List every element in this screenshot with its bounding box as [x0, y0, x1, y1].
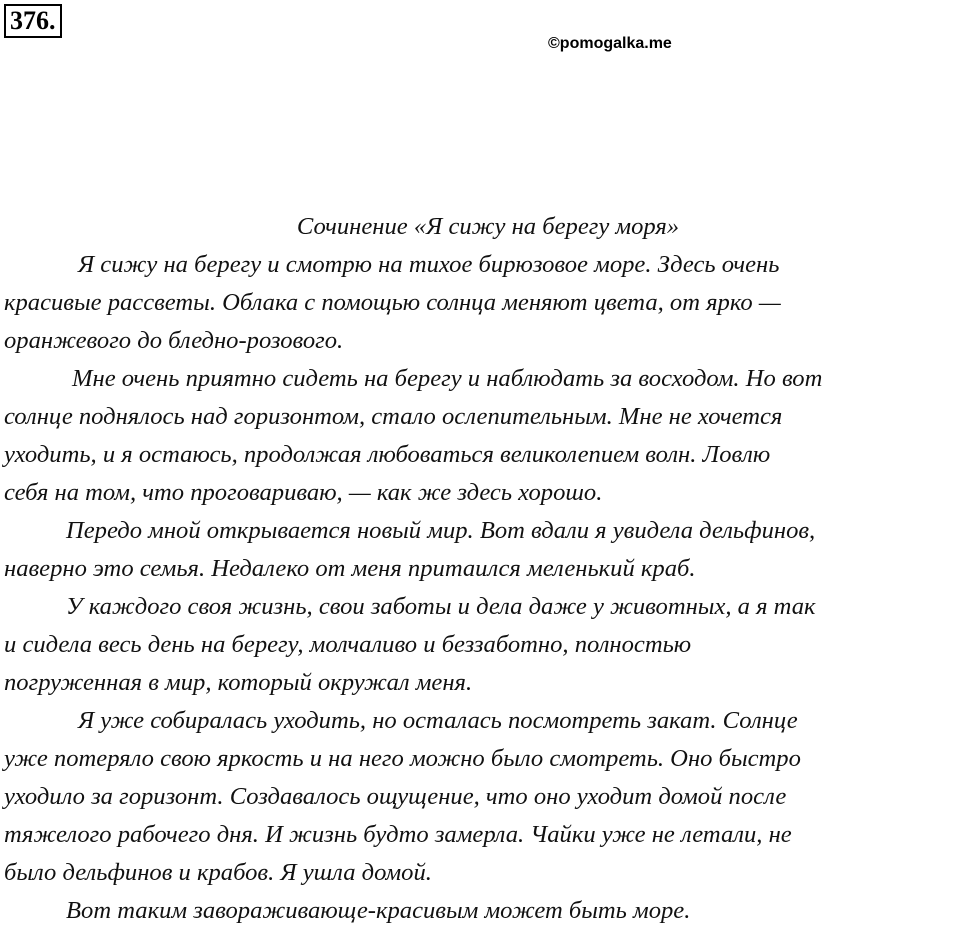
watermark: ©pomogalka.me	[548, 35, 672, 52]
essay	[4, 208, 958, 930]
essay-line: оранжевого до бледно-розового.	[4, 327, 344, 354]
essay-line: У каждого своя жизнь, свои заботы и дела даже у животных, а я так	[66, 593, 816, 620]
essay-line: красивые рассветы. Облака с помощью солнца меняют цвета, от ярко —	[4, 289, 781, 316]
essay-line: уже потеряло свою яркость и на него можно было смотреть. Оно быстро	[4, 745, 801, 772]
essay-line: и сидела весь день на берегу, молчаливо и беззаботно, полностью	[4, 631, 692, 658]
essay-line: солнце поднялось над горизонтом, стало ослепительным. Мне не хочется	[4, 403, 783, 430]
essay-line: наверно это семья. Недалеко от меня притаился меленький краб.	[4, 555, 696, 582]
essay-line: уходило за горизонт. Создавалось ощущение, что оно уходит домой после	[4, 783, 787, 810]
essay-line: Передо мной открывается новый мир. Вот вдали я увидела дельфинов,	[66, 517, 816, 544]
essay-line: себя на том, что проговариваю, — как же здесь хорошо.	[4, 479, 603, 506]
essay-line: Я сижу на берегу и смотрю на тихое бирюзовое море. Здесь очень	[78, 251, 780, 278]
task-number: 376.	[4, 4, 62, 38]
essay-title: Сочинение «Я сижу на берегу моря»	[296, 213, 680, 240]
essay-line: Вот таким завораживающе-красивым может быть море.	[66, 897, 691, 924]
essay-line: было дельфинов и крабов. Я ушла домой.	[4, 859, 432, 886]
essay-line: Я уже собиралась уходить, но осталась посмотреть закат. Солнце	[78, 707, 798, 734]
essay-line: погруженная в мир, который окружал меня.	[4, 669, 473, 696]
essay-line: уходить, и я остаюсь, продолжая любоваться великолепием волн. Ловлю	[4, 441, 771, 468]
essay-line: тяжелого рабочего дня. И жизнь будто замерла. Чайки уже не летали, не	[4, 821, 792, 848]
essay-line: Мне очень приятно сидеть на берегу и наблюдать за восходом. Но вот	[72, 365, 823, 392]
